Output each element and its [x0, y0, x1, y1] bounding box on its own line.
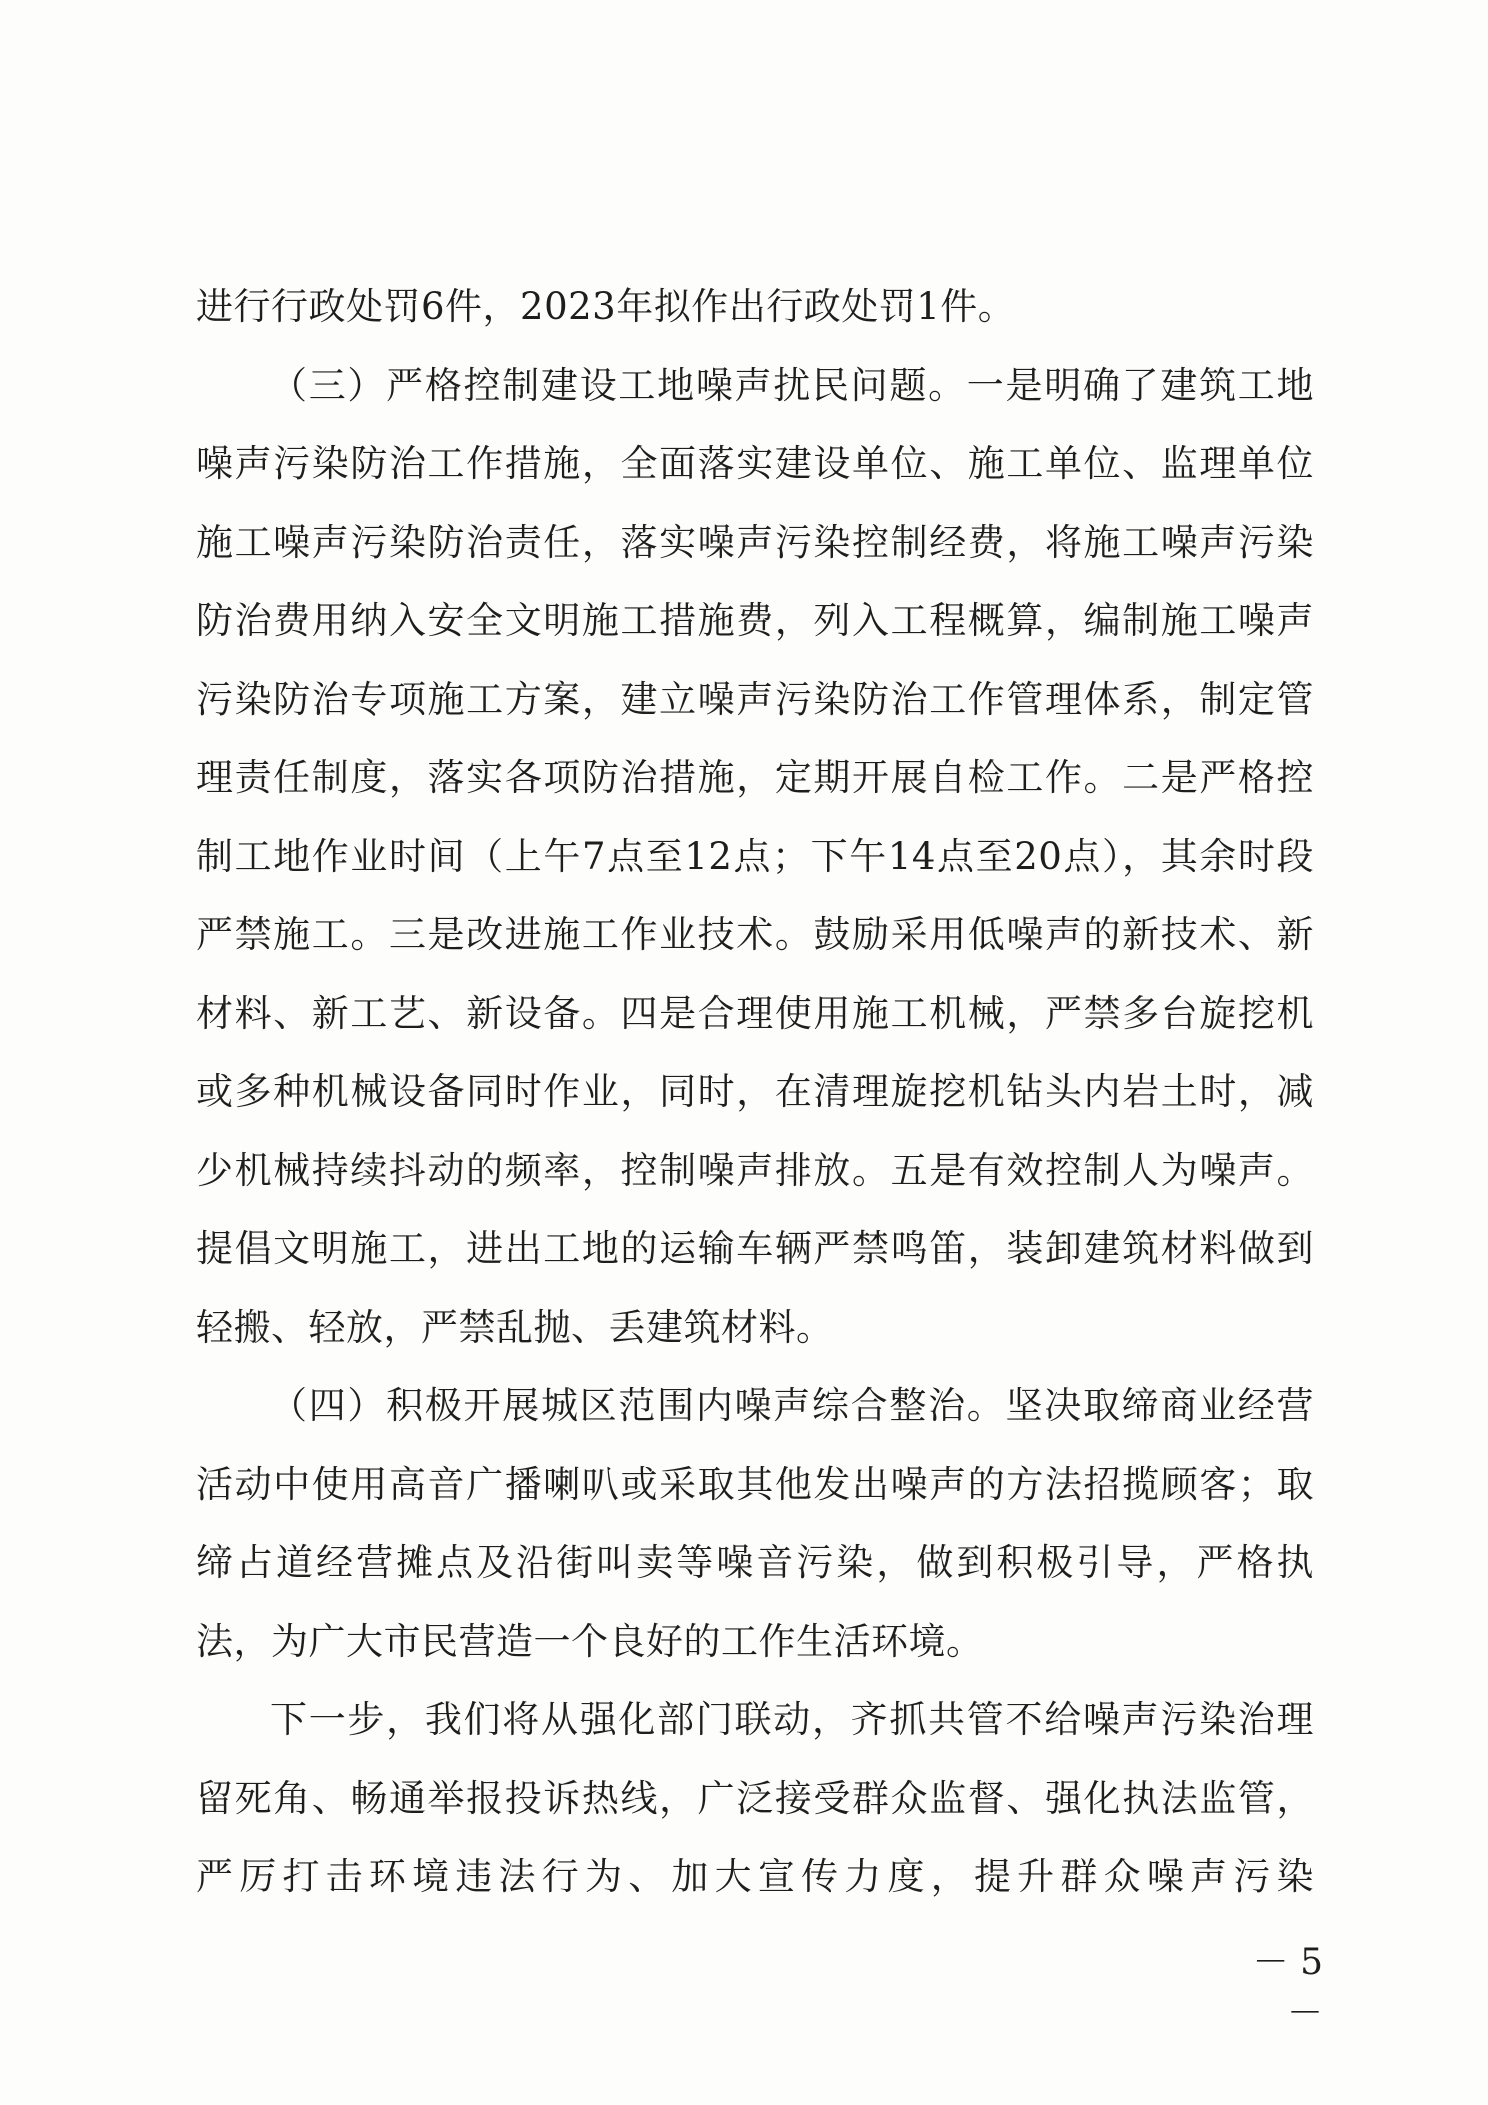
paragraph-continuation: 进行行政处罚6件，2023年拟作出行政处罚1件。	[196, 285, 1016, 328]
paragraph-construction-noise: （三）严格控制建设工地噪声扰民问题。一是明确了建筑工地噪声污染防治工作措施，全面落实建设单位、施工单位、监理单位施工噪声污染防治责任，落实噪声污染控制经费，将施工噪声污染防治费用纳入安全文明施工措施费，列入工程概算，编制施工噪声污染防治专项施工方案，建立噪声污染防治工作管理体系，制定管理责任制度，落实各项防治措施，定期开展自检工作。二是严格控制工地作业时间（上午7点至12点；下午14点至20点），其余时段严禁施工。三是改进施工作业技术。鼓励采用低噪声的新技术、新材料、新工艺、新设备。四是合理使用施工机械，严禁多台旋挖机或多种机械设备同时作业，同时，在清理旋挖机钻头内岩土时，减少机械持续抖动的频率，控制噪声排放。五是有效控制人为噪声。提倡文明施工，进出工地的运输车辆严禁鸣笛，装卸建筑材料做到轻搬、轻放，严禁乱抛、丢建筑材料。	[196, 363, 1314, 1349]
body-text	[196, 268, 1314, 1917]
paragraph-urban-noise: （四）积极开展城区范围内噪声综合整治。坚决取缔商业经营活动中使用高音广播喇叭或采取其他发出噪声的方法招揽顾客；取缔占道经营摊点及沿街叫卖等噪音污染，做到积极引导，严格执法，为广大市民营造一个良好的工作生活环境。	[196, 1384, 1314, 1663]
paragraph-next-steps: 下一步，我们将从强化部门联动，齐抓共管不给噪声污染治理留死角、畅通举报投诉热线，广泛接受群众监督、强化执法监管，严厉打击环境违法行为、加大宣传力度，提升群众噪声污染	[196, 1698, 1314, 1898]
page-number: － 5 －	[1252, 1942, 1323, 2034]
